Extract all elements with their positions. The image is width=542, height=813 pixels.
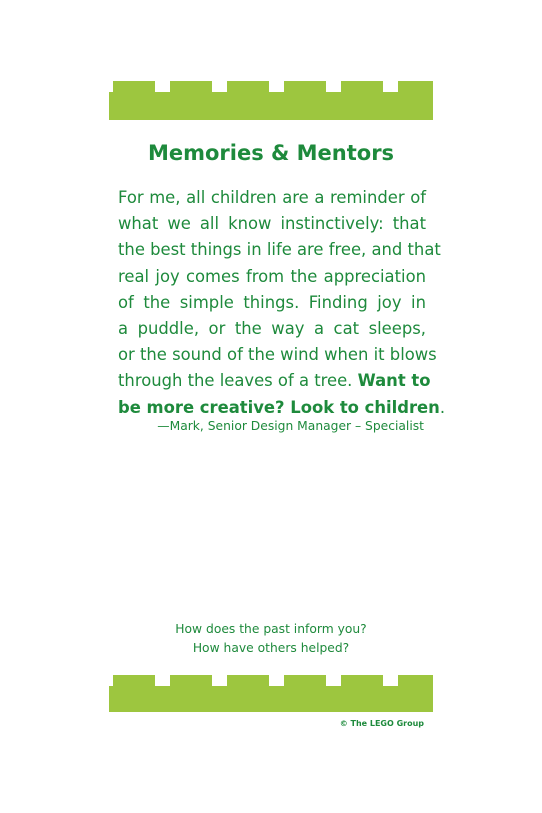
lego-brick-top-graphic: [109, 81, 433, 120]
quote-plain-text: through the leaves of a tree.: [118, 371, 358, 391]
reflection-prompt: How does the past inform you?: [175, 622, 367, 636]
quote-line: [118, 368, 431, 394]
quote-line: [118, 395, 446, 421]
quote-line: a puddle, or the way a cat sleeps,: [118, 319, 426, 339]
quote-period: .: [439, 397, 446, 417]
quote-line: the best things in life are free, and that: [118, 240, 441, 260]
lego-brick-top-shape: [109, 81, 433, 120]
reflection-prompt: How have others helped?: [192, 641, 350, 655]
quote-emphasis: Want to: [357, 371, 431, 391]
quote-line: of the simple things. Finding joy in: [118, 292, 426, 312]
lego-brick-bottom-graphic: [109, 675, 433, 712]
copyright-notice: © The LEGO Group: [339, 719, 424, 728]
page-title: Memories & Mentors: [147, 141, 395, 165]
quote-line: or the sound of the wind when it blows: [118, 345, 437, 365]
quote-line: real joy comes from the appreciation: [118, 266, 426, 286]
quote-attribution: —Mark, Senior Design Manager – Specialist: [157, 419, 424, 433]
lego-brick-bottom-shape: [109, 675, 433, 712]
reflection-prompts: [0, 620, 542, 658]
quote-emphasis: be more creative? Look to children: [118, 397, 440, 417]
quote-line: For me, all children are a reminder of: [118, 188, 426, 207]
quote-line: what we all know instinctively: that: [118, 214, 426, 234]
quote-body: [118, 185, 446, 421]
